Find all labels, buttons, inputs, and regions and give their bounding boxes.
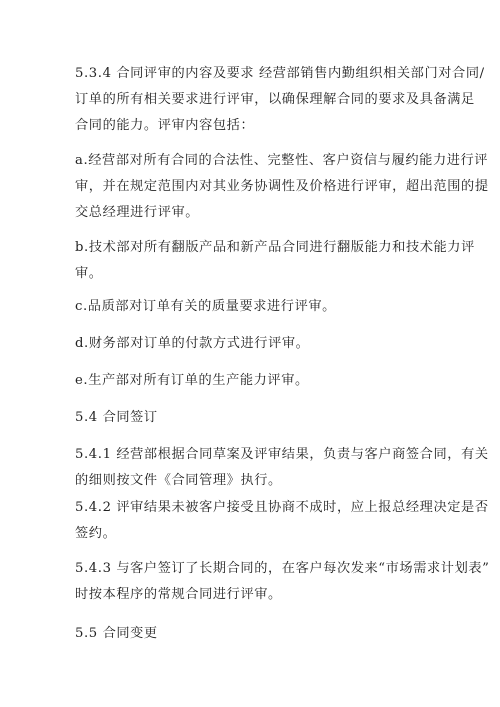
- text-line: 5.5 合同变更: [75, 626, 158, 641]
- text-line: d.财务部对订单的付款方式进行评审。: [75, 336, 310, 351]
- text-line: 5.4.2 评审结果未被客户接受且协商不成时，应上报总经理决定是否: [75, 500, 489, 515]
- text-line: 交总经理进行评审。: [75, 205, 200, 220]
- text-line: 时按本程序的常规合同进行评审。: [75, 587, 282, 602]
- text-line: 审。: [75, 266, 103, 281]
- text-line: c.品质部对订单有关的质量要求进行评审。: [75, 299, 336, 314]
- paragraph-5-4-3: [75, 556, 490, 608]
- section-heading-5-5: [75, 621, 431, 647]
- paragraph-5-4-2: [75, 495, 489, 547]
- text-line: e.生产部对所有订单的生产能力评审。: [75, 373, 309, 388]
- text-line: 5.4 合同签订: [75, 410, 158, 425]
- paragraph-item-b: [75, 235, 475, 287]
- text-line: 5.3.4 合同评审的内容及要求 经营部销售内勤组织相关部门对合同/: [75, 66, 485, 81]
- text-line: 5.4.3 与客户签订了长期合同的，在客户每次发来“市场需求计划表”: [75, 561, 490, 576]
- paragraph-item-e: [75, 368, 431, 394]
- text-line: 5.4.1 经营部根据合同草案及评审结果，负责与客户商签合同，有关: [75, 447, 489, 462]
- paragraph-item-d: [75, 331, 431, 357]
- text-line: 的细则按文件《合同管理》执行。: [75, 473, 282, 488]
- text-line: 订单的所有相关要求进行评审，以确保理解合同的要求及具备满足: [75, 92, 475, 107]
- paragraph-item-a: [75, 148, 489, 226]
- text-line: b.技术部对所有翻版产品和新产品合同进行翻版能力和技术能力评: [75, 240, 475, 255]
- text-line: a.经营部对所有合同的合法性、完整性、客户资信与履约能力进行评: [75, 153, 489, 168]
- text-line: 审，并在规定范围内对其业务协调性及价格进行评审，超出范围的提: [75, 179, 489, 194]
- paragraph-5-4-1: [75, 442, 489, 494]
- section-heading-5-4: [75, 405, 431, 431]
- text-line: 签约。: [75, 526, 117, 541]
- paragraph-5-3-4: [75, 61, 485, 139]
- paragraph-item-c: [75, 294, 431, 320]
- text-line: 合同的能力。评审内容包括：: [75, 118, 255, 133]
